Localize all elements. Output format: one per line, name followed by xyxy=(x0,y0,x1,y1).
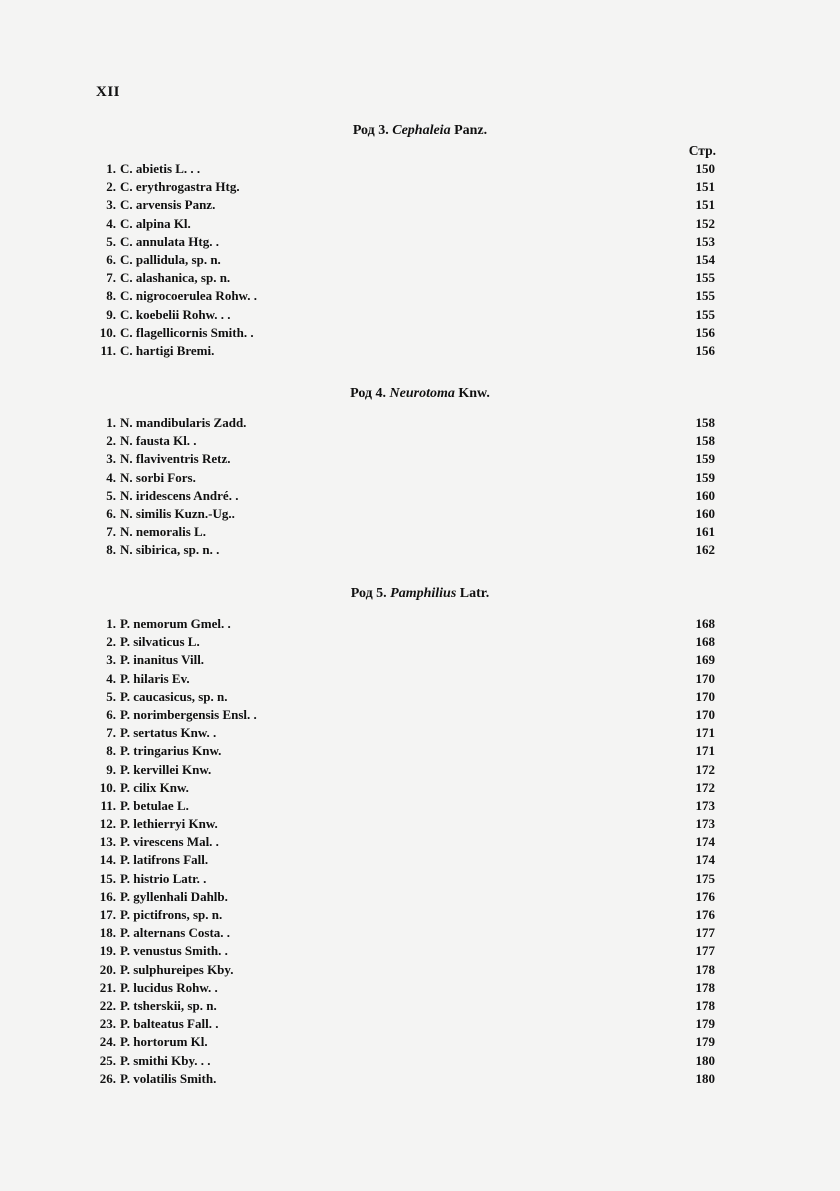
species-name: C. alpina Kl. xyxy=(120,215,191,231)
page-reference: 155 xyxy=(695,306,715,322)
species-name: P. alternans Costa. . xyxy=(120,925,231,941)
list-item xyxy=(0,287,840,305)
list-item xyxy=(0,633,840,651)
entry-number: 25. xyxy=(99,1052,116,1068)
species-name: P. nemorum Gmel. . xyxy=(120,616,231,631)
species-name: P. pictifrons, sp. n. xyxy=(120,907,223,922)
page-number: XII xyxy=(96,84,121,100)
list-item xyxy=(0,523,840,541)
list-item xyxy=(0,742,840,760)
page-reference: 176 xyxy=(695,888,715,904)
genus-name: Neurotoma xyxy=(389,386,455,401)
list-item xyxy=(0,815,840,833)
species-name: P. venustus Smith. . xyxy=(120,943,228,959)
entry-number: 3. xyxy=(106,197,116,213)
species-name: C. annulata Htg. . xyxy=(120,233,219,249)
species-name: N. sorbi Fors. xyxy=(120,469,196,485)
genus-name: Pamphilius xyxy=(390,586,457,601)
entry-number: 2. xyxy=(106,179,116,195)
entry-number: 8. xyxy=(106,743,116,759)
entry-number: 20. xyxy=(99,961,116,977)
page-reference: 171 xyxy=(695,743,715,759)
species-list-cephaleia xyxy=(0,160,840,360)
list-item xyxy=(0,797,840,815)
entry-number: 2. xyxy=(106,433,116,449)
list-item xyxy=(0,779,840,797)
page-reference: 173 xyxy=(695,797,715,813)
species-name: P. tsherskii, sp. n. xyxy=(120,997,217,1013)
list-item xyxy=(0,888,840,906)
species-name: P. balteatus Fall. . xyxy=(120,1016,219,1032)
list-item xyxy=(0,615,840,633)
entry-number: 5. xyxy=(106,487,116,503)
list-item xyxy=(0,688,840,706)
entry-number: 21. xyxy=(99,979,116,995)
list-item xyxy=(0,432,840,450)
list-item xyxy=(0,670,840,688)
species-name: P. histrio Latr. . xyxy=(120,870,207,886)
entry-number: 11. xyxy=(100,797,116,813)
genus-name: Cephaleia xyxy=(392,123,451,138)
species-name: P. sulphureipes Kby. xyxy=(120,961,234,977)
entry-number: 16. xyxy=(99,888,116,904)
species-list-neurotoma xyxy=(0,414,840,560)
entry-number: 7. xyxy=(106,725,116,741)
entry-number: 6. xyxy=(106,706,116,722)
page-reference: 179 xyxy=(695,1016,715,1032)
species-name: N. iridescens André. . xyxy=(120,487,239,503)
list-item xyxy=(0,196,840,214)
page-reference: 174 xyxy=(695,852,715,868)
entry-number: 22. xyxy=(99,997,116,1013)
entry-number: 2. xyxy=(106,634,116,650)
species-name: P. cilix Knw. xyxy=(120,779,189,795)
list-item xyxy=(0,924,840,942)
entry-number: 23. xyxy=(99,1016,116,1032)
page-reference: 151 xyxy=(695,179,715,195)
species-name: N. similis Kuzn.-Ug.. xyxy=(120,505,235,521)
page-reference: 172 xyxy=(695,761,715,777)
list-item xyxy=(0,541,840,559)
page-reference: 174 xyxy=(695,834,715,850)
entry-number: 3. xyxy=(106,451,116,467)
species-name: P. sertatus Knw. . xyxy=(120,725,217,741)
species-name: P. betulae L. xyxy=(120,797,189,813)
species-name: C. alashanica, sp. n. xyxy=(120,270,231,286)
page-reference: 159 xyxy=(695,451,715,467)
list-item xyxy=(0,1033,840,1051)
species-name: N. mandibularis Zadd. xyxy=(120,415,247,430)
entry-number: 24. xyxy=(99,1034,116,1050)
entry-number: 8. xyxy=(106,288,116,304)
entry-number: 10. xyxy=(99,779,116,795)
genus-author: Knw. xyxy=(458,386,490,401)
page-reference: 178 xyxy=(695,997,715,1013)
page-reference: 156 xyxy=(695,342,715,358)
list-item xyxy=(0,906,840,924)
species-name: C. koebelii Rohw. . . xyxy=(120,306,231,322)
entry-number: 1. xyxy=(106,161,116,176)
species-name: P. tringarius Knw. xyxy=(120,743,222,759)
list-item xyxy=(0,706,840,724)
page-reference: 162 xyxy=(695,542,715,558)
species-name: P. volatilis Smith. xyxy=(120,1070,217,1086)
species-name: N. fausta Kl. . xyxy=(120,433,197,449)
list-item xyxy=(0,997,840,1015)
species-name: N. flaviventris Retz. xyxy=(120,451,231,467)
species-name: C. pallidula, sp. n. xyxy=(120,251,221,267)
page-reference: 179 xyxy=(695,1034,715,1050)
page-reference: 173 xyxy=(695,816,715,832)
page-reference: 168 xyxy=(695,616,715,631)
entry-number: 4. xyxy=(106,670,116,686)
list-item xyxy=(0,761,840,779)
list-item xyxy=(0,851,840,869)
species-name: C. hartigi Bremi. xyxy=(120,342,215,358)
genus-author: Latr. xyxy=(459,586,490,601)
genus-heading-prefix: Род 3. xyxy=(352,123,389,138)
list-item xyxy=(0,469,840,487)
page-reference: 170 xyxy=(695,688,715,704)
page-reference: 158 xyxy=(695,433,715,449)
entry-number: 6. xyxy=(106,505,116,521)
list-item xyxy=(0,833,840,851)
list-item xyxy=(0,342,840,360)
page-reference: 151 xyxy=(695,197,715,213)
entry-number: 5. xyxy=(106,688,116,704)
genus-heading-pamphilius xyxy=(0,586,840,602)
entry-number: 1. xyxy=(106,616,116,631)
page-reference: 176 xyxy=(695,907,715,922)
page-reference: 153 xyxy=(695,233,715,249)
species-name: C. nigrocoerulea Rohw. . xyxy=(120,288,257,304)
list-item xyxy=(0,306,840,324)
list-item xyxy=(0,487,840,505)
page-reference: 172 xyxy=(695,779,715,795)
page-reference: 159 xyxy=(695,469,715,485)
species-name: P. hortorum Kl. xyxy=(120,1034,208,1050)
list-item xyxy=(0,942,840,960)
species-name: N. nemoralis L. xyxy=(120,524,206,540)
species-name: P. smithi Kby. . . xyxy=(120,1052,211,1068)
species-name: P. kervillei Knw. xyxy=(120,761,212,777)
entry-number: 9. xyxy=(106,306,116,322)
entry-number: 9. xyxy=(106,761,116,777)
list-item xyxy=(0,178,840,196)
entry-number: 6. xyxy=(106,251,116,267)
page-reference: 154 xyxy=(695,251,715,267)
page-reference: 178 xyxy=(695,961,715,977)
page-reference: 169 xyxy=(695,652,715,668)
entry-number: 10. xyxy=(99,324,116,340)
genus-author: Panz. xyxy=(454,123,488,138)
entry-number: 4. xyxy=(106,469,116,485)
species-name: P. gyllenhali Dahlb. xyxy=(120,888,228,904)
entry-number: 3. xyxy=(106,652,116,668)
species-name: P. caucasicus, sp. n. xyxy=(120,688,228,704)
list-item xyxy=(0,160,840,178)
page-reference: 170 xyxy=(695,706,715,722)
page-reference: 171 xyxy=(695,725,715,741)
entry-number: 17. xyxy=(99,907,116,922)
species-name: C. flagellicornis Smith. . xyxy=(120,324,254,340)
entry-number: 14. xyxy=(99,852,116,868)
list-item xyxy=(0,233,840,251)
page-reference: 177 xyxy=(695,943,715,959)
list-item xyxy=(0,1052,840,1070)
species-name: P. hilaris Ev. xyxy=(120,670,190,686)
entry-number: 11. xyxy=(100,342,116,358)
entry-number: 1. xyxy=(106,415,116,430)
genus-heading-cephaleia xyxy=(0,123,840,139)
species-name: P. lucidus Rohw. . xyxy=(120,979,218,995)
entry-number: 4. xyxy=(106,215,116,231)
list-item xyxy=(0,324,840,342)
page-reference: 168 xyxy=(695,634,715,650)
entry-number: 8. xyxy=(106,542,116,558)
page-reference: 160 xyxy=(695,487,715,503)
genus-heading-prefix: Род 5. xyxy=(350,586,387,601)
list-item xyxy=(0,961,840,979)
species-name: P. silvaticus L. xyxy=(120,634,200,650)
entry-number: 7. xyxy=(106,524,116,540)
species-name: C. abietis L. . . xyxy=(120,161,201,176)
species-name: P. inanitus Vill. xyxy=(120,652,205,668)
list-item xyxy=(0,1015,840,1033)
page-column-header: Стр. xyxy=(688,143,716,158)
list-item xyxy=(0,215,840,233)
list-item xyxy=(0,870,840,888)
species-name: P. virescens Mal. . xyxy=(120,834,219,850)
list-item xyxy=(0,505,840,523)
species-name: C. arvensis Panz. xyxy=(120,197,216,213)
page-reference: 155 xyxy=(695,288,715,304)
page-reference: 161 xyxy=(695,524,715,540)
entry-number: 7. xyxy=(106,270,116,286)
list-item xyxy=(0,724,840,742)
list-item xyxy=(0,979,840,997)
list-item xyxy=(0,450,840,468)
list-item xyxy=(0,651,840,669)
species-name: P. lethierryi Knw. xyxy=(120,816,218,832)
species-name: P. latifrons Fall. xyxy=(120,852,209,868)
genus-heading-prefix: Род 4. xyxy=(350,386,387,401)
list-item xyxy=(0,1070,840,1088)
page-reference: 160 xyxy=(695,505,715,521)
entry-number: 19. xyxy=(99,943,116,959)
list-item xyxy=(0,251,840,269)
page-reference: 152 xyxy=(695,215,715,231)
entry-number: 5. xyxy=(106,233,116,249)
page-reference: 180 xyxy=(695,1070,715,1086)
entry-number: 15. xyxy=(99,870,116,886)
page-reference: 155 xyxy=(695,270,715,286)
species-name: P. norimbergensis Ensl. . xyxy=(120,706,257,722)
entry-number: 13. xyxy=(99,834,116,850)
entry-number: 26. xyxy=(99,1070,116,1086)
entry-number: 12. xyxy=(99,816,116,832)
species-name: C. erythrogastra Htg. xyxy=(120,179,240,195)
page-reference: 170 xyxy=(695,670,715,686)
species-list-pamphilius xyxy=(0,615,840,1088)
page-reference: 177 xyxy=(695,925,715,941)
page-reference: 150 xyxy=(695,161,715,176)
species-name: N. sibirica, sp. n. . xyxy=(120,542,220,558)
entry-number: 18. xyxy=(99,925,116,941)
genus-heading-neurotoma xyxy=(0,386,840,402)
page-reference: 180 xyxy=(695,1052,715,1068)
page-reference: 178 xyxy=(695,979,715,995)
page-reference: 158 xyxy=(695,415,715,430)
page-reference: 156 xyxy=(695,324,715,340)
list-item xyxy=(0,269,840,287)
list-item xyxy=(0,414,840,432)
page-reference: 175 xyxy=(695,870,715,886)
